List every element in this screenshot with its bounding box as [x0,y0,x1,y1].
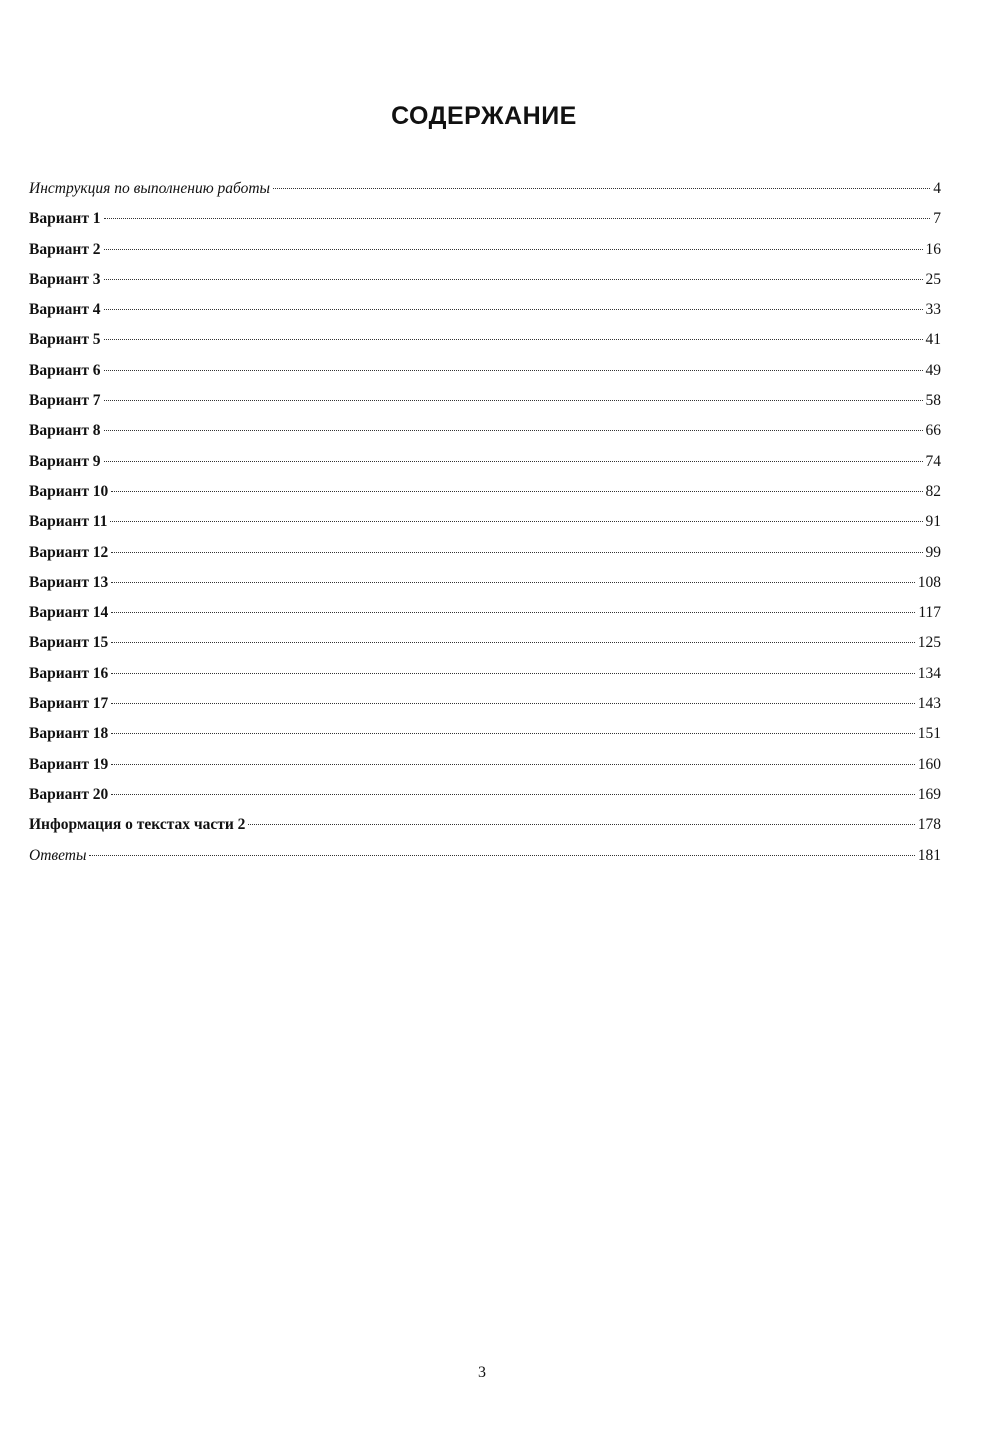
toc-dot-leader [89,855,914,856]
toc-entry-page: 125 [917,634,941,652]
toc-entry-label: Вариант 5 [29,331,101,349]
toc-dot-leader [111,673,914,674]
toc-entry-label: Вариант 16 [29,664,109,682]
toc-entry [29,810,941,840]
toc-entry-label: Вариант 9 [29,452,101,470]
toc-entry-page: 91 [925,513,941,531]
toc-entry-label: Вариант 2 [29,240,101,258]
toc-entry [29,356,941,386]
toc-dot-leader [248,824,914,825]
toc-entry [29,689,941,719]
toc-entry-label: Вариант 11 [29,513,108,531]
toc-entry-page: 181 [917,846,941,864]
toc-entry-page: 99 [925,543,941,561]
toc-dot-leader [104,461,923,462]
toc-dot-leader [273,188,930,189]
toc-entry-label: Ответы [29,846,87,864]
toc-entry [29,265,941,295]
toc-entry-label: Вариант 15 [29,634,109,652]
toc-entry [29,507,941,537]
toc-entry-label: Вариант 1 [29,210,101,228]
toc-entry-label: Вариант 10 [29,482,109,500]
toc-entry [29,174,941,204]
toc-dot-leader [104,370,923,371]
toc-entry-page: 16 [925,240,941,258]
toc-entry-label: Вариант 7 [29,392,101,410]
table-of-contents [29,174,941,871]
toc-dot-leader [111,733,914,734]
toc-entry-label: Вариант 6 [29,361,101,379]
toc-entry-page: 66 [925,422,941,440]
toc-entry-page: 178 [917,816,941,834]
toc-dot-leader [104,279,923,280]
toc-entry-page: 25 [925,270,941,288]
toc-entry-page: 41 [925,331,941,349]
toc-entry-label: Вариант 18 [29,725,109,743]
toc-dot-leader [111,764,914,765]
page-number: 3 [478,1364,486,1381]
toc-entry-page: 160 [917,755,941,773]
toc-entry [29,598,941,628]
toc-entry [29,628,941,658]
toc-entry [29,538,941,568]
toc-dot-leader [110,521,922,522]
toc-entry-page: 33 [925,301,941,319]
toc-entry-page: 49 [925,361,941,379]
page-title: СОДЕРЖАНИЕ [391,102,577,130]
toc-dot-leader [104,218,931,219]
toc-dot-leader [111,491,922,492]
toc-entry-page: 151 [917,725,941,743]
toc-entry [29,477,941,507]
toc-entry [29,659,941,689]
toc-dot-leader [104,430,923,431]
toc-dot-leader [104,339,923,340]
toc-entry-page: 58 [925,392,941,410]
toc-entry-label: Вариант 4 [29,301,101,319]
toc-entry-label: Информация о текстах части 2 [29,816,246,834]
toc-entry [29,295,941,325]
toc-dot-leader [104,309,923,310]
toc-entry [29,235,941,265]
toc-entry-label: Вариант 17 [29,695,109,713]
toc-entry-label: Вариант 12 [29,543,109,561]
toc-entry [29,750,941,780]
toc-dot-leader [111,552,922,553]
toc-dot-leader [111,612,915,613]
toc-entry-page: 108 [917,573,941,591]
toc-entry-page: 143 [917,695,941,713]
toc-entry-label: Вариант 19 [29,755,109,773]
toc-entry-page: 4 [933,180,941,197]
toc-entry-label: Вариант 8 [29,422,101,440]
toc-entry [29,780,941,810]
toc-dot-leader [104,400,923,401]
toc-entry [29,841,941,871]
toc-dot-leader [111,642,914,643]
toc-entry [29,204,941,234]
toc-entry-label: Вариант 20 [29,785,109,803]
toc-entry [29,386,941,416]
toc-dot-leader [111,703,914,704]
toc-entry-label: Вариант 14 [29,604,109,622]
toc-entry-page: 74 [925,452,941,470]
toc-dot-leader [104,249,923,250]
toc-entry-page: 7 [933,210,941,228]
toc-dot-leader [111,794,914,795]
toc-entry-label: Инструкция по выполнению работы [29,180,271,197]
toc-entry [29,325,941,355]
toc-entry-page: 134 [917,664,941,682]
toc-entry-label: Вариант 3 [29,270,101,288]
toc-entry [29,447,941,477]
toc-entry [29,416,941,446]
toc-entry-page: 82 [925,482,941,500]
toc-entry [29,568,941,598]
toc-entry-page: 117 [918,604,941,622]
toc-dot-leader [111,582,914,583]
toc-entry-label: Вариант 13 [29,573,109,591]
toc-entry [29,719,941,749]
toc-entry-page: 169 [917,785,941,803]
